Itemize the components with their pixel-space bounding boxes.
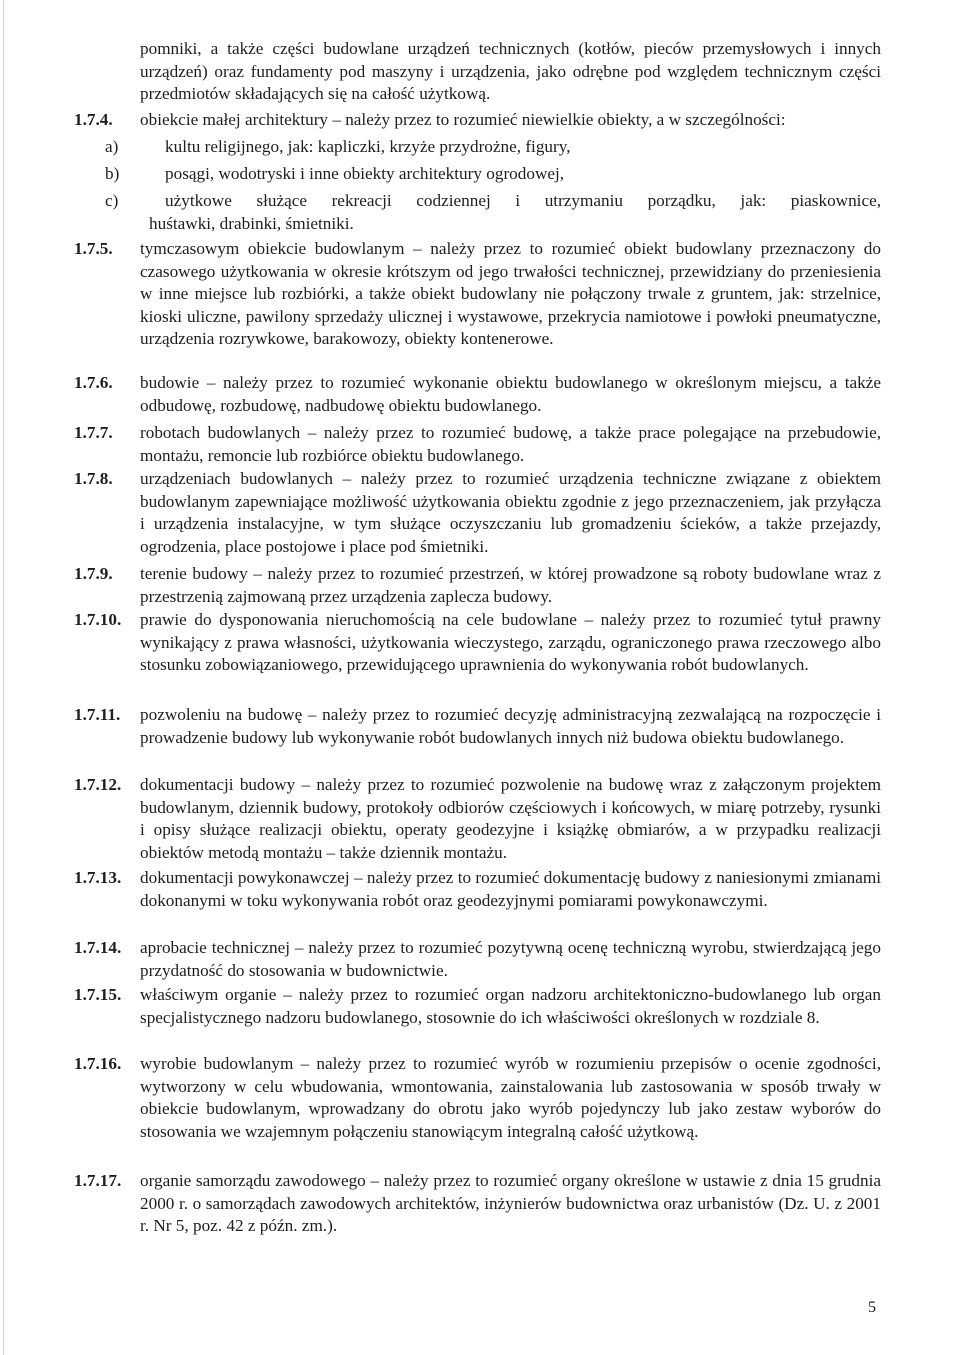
definition-number: 1.7.13.: [74, 868, 122, 887]
list-item-text: posągi, wodotryski i inne obiekty architektury ogrodowej,: [165, 164, 565, 183]
definition-1-7-14: [74, 937, 881, 982]
definition-1-7-4: [74, 109, 881, 132]
list-item-c: [105, 190, 881, 213]
definition-text: urządzeniach budowlanych – należy przez to rozumieć urządzenia techniczne związane z obiektem budowlanym zapewniające możliwość użytkowania obiektu zgodnie z jego przeznaczeniem, jak przyłącza i urządzenia instalacyjne, w tym służące oczyszczaniu lub gromadzeniu ścieków, a także przejazdy, ogrodzenia, place postojowe i place pod śmietniki.: [140, 469, 881, 556]
definition-text: robotach budowlanych – należy przez to rozumieć budowę, a także prace polegające na przebudowie, montażu, remoncie lub rozbiórce obiektu budowlanego.: [140, 423, 881, 465]
definition-text: dokumentacji powykonawczej – należy przez to rozumieć dokumentację budowy z naniesionymi zmianami dokonanymi w toku wykonywania robót oraz geodezyjnymi pomiarami powykonawczymi.: [140, 868, 881, 910]
definition-number: 1.7.8.: [74, 469, 113, 488]
definition-1-7-11: [74, 704, 881, 749]
list-item-label: a): [105, 137, 119, 156]
scan-edge: [3, 0, 4, 1355]
definition-text: budowie – należy przez to rozumieć wykonanie obiektu budowlanego w określonym miejscu, a także odbudowę, rozbudowę, nadbudowę obiektu budowlanego.: [140, 373, 881, 415]
definition-number: 1.7.17.: [74, 1171, 122, 1190]
definition-text: terenie budowy – należy przez to rozumieć przestrzeń, w której prowadzone są roboty budowlane wraz z przestrzenią zajmowaną przez urządzenia zaplecza budowy.: [140, 564, 881, 606]
definition-number: 1.7.16.: [74, 1054, 122, 1073]
definition-text: aprobacie technicznej – należy przez to rozumieć pozytywną ocenę techniczną wyrobu, stwierdzającą jego przydatność do stosowania w budownictwie.: [140, 938, 881, 980]
definition-number: 1.7.15.: [74, 985, 122, 1004]
definition-number: 1.7.7.: [74, 423, 113, 442]
definition-number: 1.7.10.: [74, 610, 122, 629]
definition-text: prawie do dysponowania nieruchomością na cele budowlane – należy przez to rozumieć tytuł prawny wynikający z prawa własności, użytkowania wieczystego, zarządu, ograniczonego prawa rzeczowego albo stosunku zobowiązaniowego, przewidującego uprawnienia do wykonywania robót budowlanych.: [140, 610, 881, 675]
definition-text: wyrobie budowlanym – należy przez to rozumieć wyrób w rozumieniu przepisów o ocenie zgodności, wytworzony w celu wbudowania, wmontowania, zainstalowania lub zastosowania w sposób trwały w obiekcie budowlanym, wprowadzany do obrotu jako wyrób pojedynczy lub jako zestaw wyborów do stosowania we wzajemnym połączeniu stanowiącym integralną całość użytkową.: [140, 1054, 881, 1141]
definition-text: pozwoleniu na budowę – należy przez to rozumieć decyzję administracyjną zezwalającą na rozpoczęcie i prowadzenie budowy lub wykonywanie robót budowlanych innych niż budowa obiektu budowlanego.: [140, 705, 881, 747]
list-item-c-continuation: huśtawki, drabinki, śmietniki.: [149, 214, 354, 233]
definition-number: 1.7.5.: [74, 239, 113, 258]
definition-text: obiekcie małej architektury – należy przez to rozumieć niewielkie obiekty, a w szczególności:: [140, 110, 786, 129]
list-item-b: [105, 163, 881, 186]
definition-number: 1.7.11.: [74, 705, 121, 724]
definition-1-7-10: [74, 609, 881, 677]
intro-paragraph: pomniki, a także części budowlane urządzeń technicznych (kotłów, pieców przemysłowych i innych urządzeń) oraz fundamenty pod maszyny i urządzenia, jako odrębne pod względem technicznym części przedmiotów składających się na całość użytkową.: [140, 39, 881, 104]
definition-1-7-12: [74, 774, 881, 864]
definition-1-7-5: [74, 238, 881, 351]
definition-text: tymczasowym obiekcie budowlanym – należy przez to rozumieć obiekt budowlany przeznaczony do czasowego użytkowania w okresie krótszym od jego trwałości technicznej, przewidziany do przeniesienia w inne miejsce lub rozbiórki, a także obiekt budowlany nie połączony trwale z gruntem, jak: strzelnice, kioski uliczne, pawilony sprzedaży ulicznej i wystawowe, przekrycia namiotowe i powłoki pneumatyczne, urządzenia rozrywkowe, barakowozy, obiekty kontenerowe.: [140, 239, 881, 349]
list-item-text: kultu religijnego, jak: kapliczki, krzyże przydrożne, figury,: [165, 137, 571, 156]
definition-1-7-16: [74, 1053, 881, 1143]
list-item-label: c): [105, 191, 119, 210]
definition-1-7-13: [74, 867, 881, 912]
list-item-a: [105, 136, 881, 159]
definition-number: 1.7.12.: [74, 775, 122, 794]
definition-number: 1.7.14.: [74, 938, 122, 957]
definition-1-7-17: [74, 1170, 881, 1238]
definition-number: 1.7.9.: [74, 564, 113, 583]
definition-1-7-7: [74, 422, 881, 467]
definition-number: 1.7.4.: [74, 110, 113, 129]
page-number: 5: [868, 1299, 876, 1316]
definition-1-7-6: [74, 372, 881, 417]
definition-text: organie samorządu zawodowego – należy przez to rozumieć organy określone w ustawie z dnia 15 grudnia 2000 r. o samorządach zawodowych architektów, inżynierów budownictwa oraz urbanistów (Dz. U. z 2001 r. Nr 5, poz. 42 z późn. zm.).: [140, 1171, 881, 1236]
list-item-text: użytkowe służące rekreacji codziennej i utrzymaniu porządku, jak: piaskownice,: [165, 191, 881, 210]
definition-1-7-8: [74, 468, 881, 558]
list-item-label: b): [105, 164, 120, 183]
definition-1-7-15: [74, 984, 881, 1029]
definition-text: dokumentacji budowy – należy przez to rozumieć pozwolenie na budowę wraz z załączonym projektem budowlanym, dziennik budowy, protokoły odbiorów częściowych i końcowych, w miarę potrzeby, rysunki i opisy służące realizacji obiektu, operaty geodezyjne i książkę obmiarów, a w przypadku realizacji obiektów metodą montażu – także dziennik montażu.: [140, 775, 881, 862]
definition-number: 1.7.6.: [74, 373, 113, 392]
definition-text: właściwym organie – należy przez to rozumieć organ nadzoru architektoniczno-budowlanego lub organ specjalistycznego nadzoru budowlanego, stosownie do ich właściwości określonych w rozdziale 8.: [140, 985, 881, 1027]
definition-1-7-9: [74, 563, 881, 608]
